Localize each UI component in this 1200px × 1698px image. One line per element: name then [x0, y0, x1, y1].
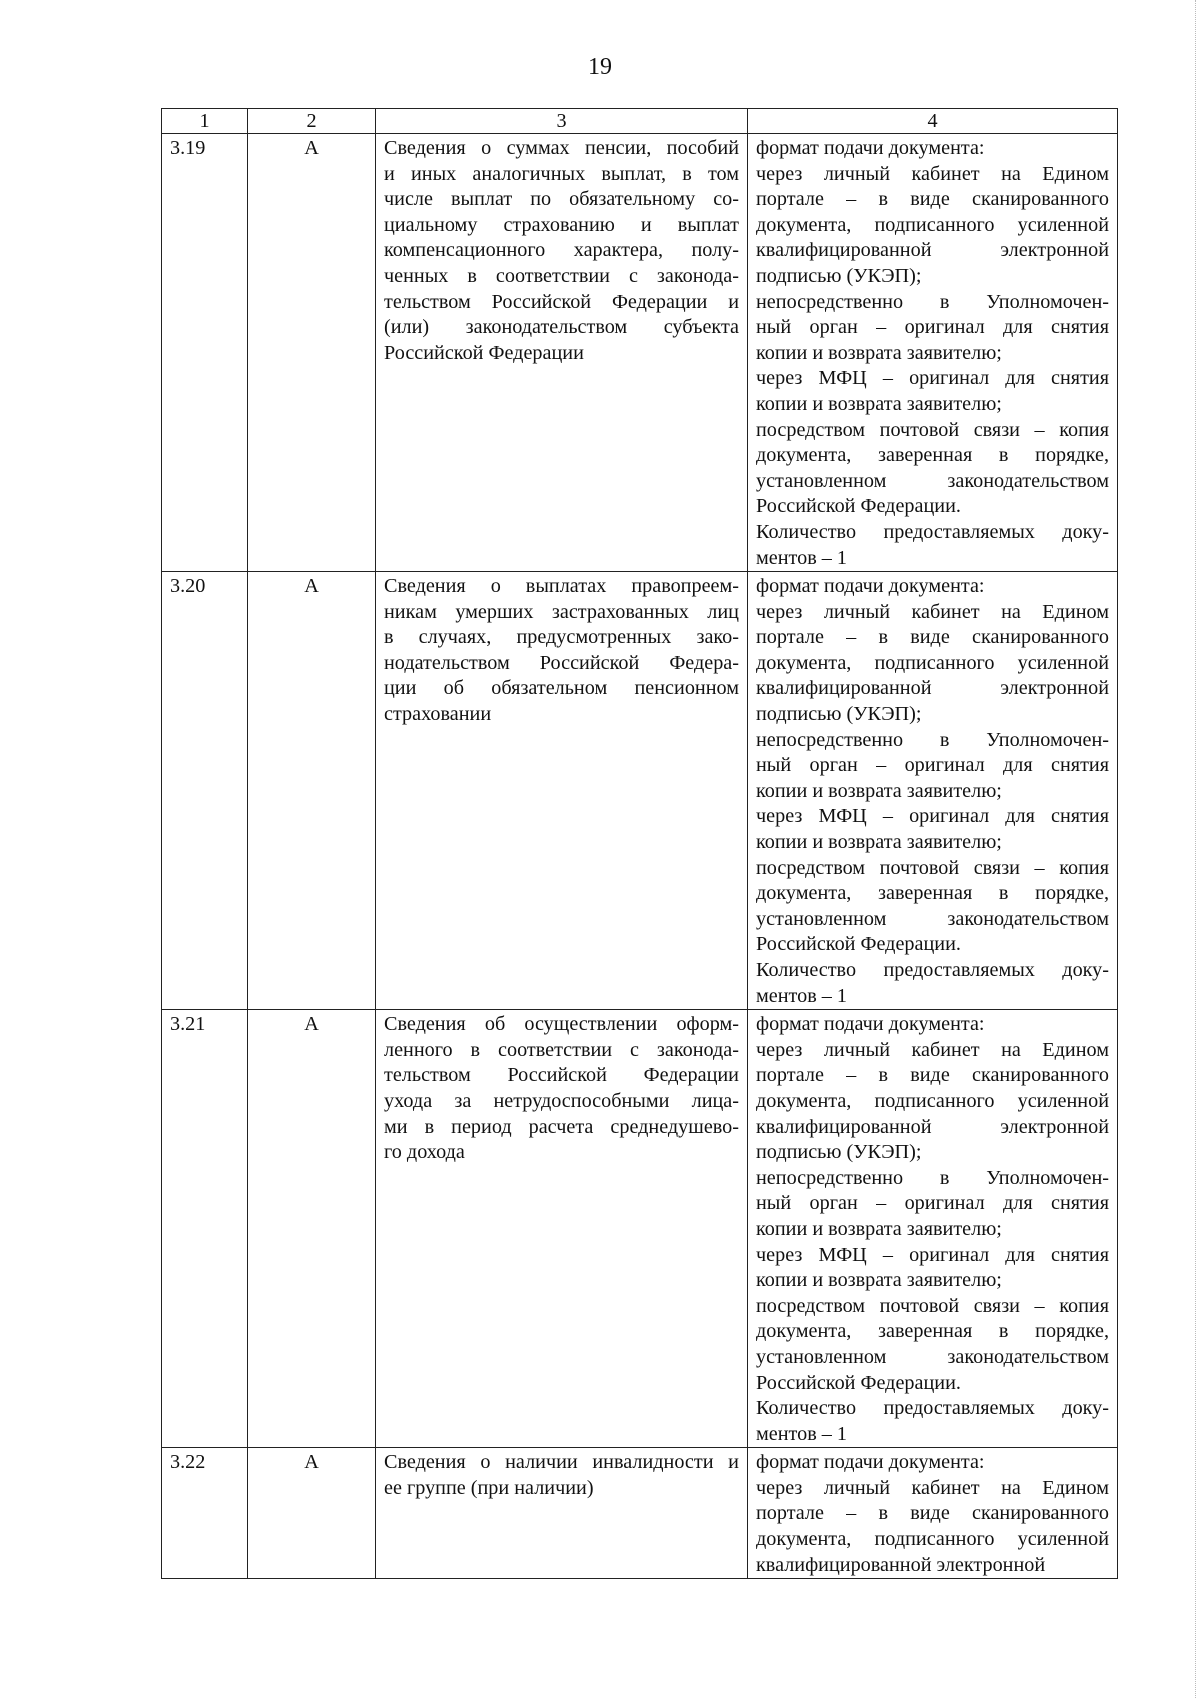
cell-line: тельством Российской Федерации: [384, 1064, 739, 1087]
cell-line: подписью (УКЭП);: [756, 703, 922, 726]
row-category: А: [248, 1010, 376, 1448]
cell-line: непосредственно в Уполномочен-: [756, 1166, 1109, 1189]
row-category: А: [248, 1448, 376, 1579]
cell-line: установленном законодательством: [756, 469, 1109, 492]
row-format: [748, 572, 1118, 1010]
cell-line: никам умерших застрахованных лиц: [384, 600, 739, 623]
cell-line: подписью (УКЭП);: [756, 1141, 922, 1164]
row-number: 3.21: [162, 1010, 248, 1448]
cell-line: ный орган – оригинал для снятия: [756, 316, 1109, 339]
cell-line: ми в период расчета среднедушево-: [384, 1115, 739, 1138]
cell-line: (или) законодательством субъекта: [384, 316, 739, 339]
cell-line: и иных аналогичных выплат, в том: [384, 162, 739, 185]
table-header-row: [162, 109, 1118, 134]
cell-line: Российской Федерации.: [756, 933, 961, 956]
cell-line: Российской Федерации: [384, 341, 584, 364]
row-format: [748, 134, 1118, 572]
cell-line: копии и возврата заявителю;: [756, 831, 1002, 854]
cell-line: Российской Федерации.: [756, 1371, 961, 1394]
cell-line: тельством Российской Федерации и: [384, 290, 739, 313]
cell-line: непосредственно в Уполномочен-: [756, 728, 1109, 751]
cell-line: в случаях, предусмотренных зако-: [384, 626, 739, 649]
cell-line: Сведения о наличии инвалидности и: [384, 1451, 739, 1474]
cell-line: посредством почтовой связи – копия: [756, 856, 1109, 879]
cell-line: циальному страхованию и выплат: [384, 213, 739, 236]
table-row: [162, 572, 1118, 1010]
cell-line: ухода за нетрудоспособными лица-: [384, 1089, 739, 1112]
cell-line: ченных в соответствии с законода-: [384, 264, 739, 287]
cell-line: ции об обязательном пенсионном: [384, 677, 739, 700]
cell-line: документа, подписанного усиленной: [756, 1528, 1109, 1551]
cell-line: посредством почтовой связи – копия: [756, 418, 1109, 441]
cell-line: через МФЦ – оригинал для снятия: [756, 805, 1109, 828]
cell-line: документа, подписанного усиленной: [756, 651, 1109, 674]
cell-line: формат подачи документа:: [756, 1013, 985, 1036]
row-format: [748, 1010, 1118, 1448]
cell-line: посредством почтовой связи – копия: [756, 1294, 1109, 1317]
cell-line: через личный кабинет на Едином: [756, 1038, 1109, 1061]
cell-line: формат подачи документа:: [756, 137, 985, 159]
row-description: [376, 572, 748, 1010]
cell-line: через МФЦ – оригинал для снятия: [756, 367, 1109, 390]
cell-line: нодательством Российской Федера-: [384, 651, 739, 674]
cell-line: документа, заверенная в порядке,: [756, 444, 1109, 467]
cell-line: квалифицированной электронной: [756, 1115, 1109, 1138]
cell-line: через личный кабинет на Едином: [756, 600, 1109, 623]
cell-line: портале – в виде сканированного: [756, 188, 1109, 211]
cell-line: числе выплат по обязательному со-: [384, 188, 739, 211]
row-description: [376, 134, 748, 572]
table-row: [162, 1448, 1118, 1579]
cell-line: ный орган – оригинал для снятия: [756, 1192, 1109, 1215]
cell-line: квалифицированной электронной: [756, 677, 1109, 700]
scan-edge-line: [1194, 0, 1196, 1698]
cell-line: ментов – 1: [756, 546, 848, 569]
cell-line: копии и возврата заявителю;: [756, 392, 1002, 415]
cell-line: квалифицированной электронной: [756, 1553, 1046, 1576]
cell-line: копии и возврата заявителю;: [756, 1269, 1002, 1292]
cell-line: через личный кабинет на Едином: [756, 1476, 1109, 1499]
cell-line: ее группе (при наличии): [384, 1476, 594, 1499]
cell-line: Сведения об осуществлении оформ-: [384, 1013, 739, 1036]
row-description: [376, 1010, 748, 1448]
page-number: 19: [588, 54, 612, 80]
column-header-4: 4: [748, 109, 1118, 134]
cell-line: подписью (УКЭП);: [756, 264, 922, 287]
cell-line: Количество предоставляемых доку-: [756, 520, 1109, 543]
cell-line: Количество предоставляемых доку-: [756, 1397, 1109, 1420]
cell-line: формат подачи документа:: [756, 1451, 985, 1474]
row-category: А: [248, 134, 376, 572]
row-number: 3.20: [162, 572, 248, 1010]
row-number: 3.22: [162, 1448, 248, 1579]
cell-line: го дохода: [384, 1141, 465, 1164]
cell-line: документа, подписанного усиленной: [756, 213, 1109, 236]
cell-line: страховании: [384, 703, 492, 726]
cell-line: документа, заверенная в порядке,: [756, 882, 1109, 905]
row-description: [376, 1448, 748, 1579]
cell-line: через личный кабинет на Едином: [756, 162, 1109, 185]
cell-line: ленного в соответствии с законода-: [384, 1038, 739, 1061]
cell-line: документа, заверенная в порядке,: [756, 1320, 1109, 1343]
cell-line: формат подачи документа:: [756, 575, 985, 598]
cell-line: ный орган – оригинал для снятия: [756, 754, 1109, 777]
cell-line: Российской Федерации.: [756, 495, 961, 518]
cell-line: портале – в виде сканированного: [756, 1064, 1109, 1087]
row-number: 3.19: [162, 134, 248, 572]
cell-line: установленном законодательством: [756, 1345, 1109, 1368]
documents-table: [161, 108, 1118, 1579]
cell-line: установленном законодательством: [756, 907, 1109, 930]
row-category: А: [248, 572, 376, 1010]
cell-line: ментов – 1: [756, 1422, 848, 1445]
cell-line: ментов – 1: [756, 984, 848, 1007]
cell-line: через МФЦ – оригинал для снятия: [756, 1243, 1109, 1266]
column-header-2: 2: [248, 109, 376, 134]
cell-line: непосредственно в Уполномочен-: [756, 290, 1109, 313]
column-header-1: 1: [162, 109, 248, 134]
cell-line: портале – в виде сканированного: [756, 626, 1109, 649]
column-header-3: 3: [376, 109, 748, 134]
cell-line: Сведения о суммах пенсии, пособий: [384, 137, 739, 159]
cell-line: компенсационного характера, полу-: [384, 239, 739, 262]
cell-line: квалифицированной электронной: [756, 239, 1109, 262]
cell-line: копии и возврата заявителю;: [756, 779, 1002, 802]
table-row: [162, 134, 1118, 572]
cell-line: копии и возврата заявителю;: [756, 1217, 1002, 1240]
cell-line: портале – в виде сканированного: [756, 1502, 1109, 1525]
cell-line: Сведения о выплатах правопреем-: [384, 575, 739, 598]
table-row: [162, 1010, 1118, 1448]
row-format: [748, 1448, 1118, 1579]
cell-line: документа, подписанного усиленной: [756, 1089, 1109, 1112]
cell-line: копии и возврата заявителю;: [756, 341, 1002, 364]
cell-line: Количество предоставляемых доку-: [756, 959, 1109, 981]
